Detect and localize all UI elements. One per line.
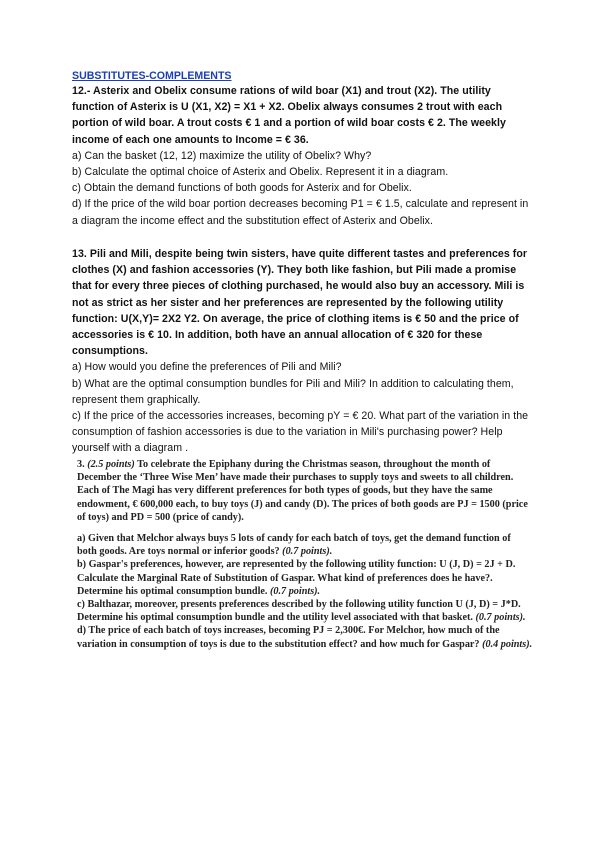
exercise-3-statement bbox=[77, 458, 533, 524]
exercise-13-question-c: c) If the price of the accessories increases, becoming pY = € 20. What part of the variation in the consumption of fashion accessories is due to the variation in Mili's purchasing power? Help yourself with a diagram . bbox=[72, 410, 529, 455]
exercise-3-question-a-text: a) Given that Melchor always buys 5 lots of candy for each batch of toys, get the demand function of both goods. Are toys normal or inferior goods? bbox=[77, 533, 511, 558]
exercise-3-question-b-text: b) Gaspar's preferences, however, are represented by the following utility function: U (J, D) = 2J + D. Calculate the Marginal Rate of Substitution of Gaspar. What kind of preferences does he have?. Determine his optimal consumption bundle. bbox=[77, 559, 516, 597]
exercise-3-question-a bbox=[77, 532, 533, 558]
exercise-3-number: 3. bbox=[77, 459, 85, 470]
exercise-12-question-d: d) If the price of the wild boar portion decreases becoming P1 = € 1.5, calculate and represent in a diagram the income effect and the substitution effect of Asterix and Obelix. bbox=[72, 198, 529, 227]
exercise-3-scanned bbox=[77, 458, 533, 651]
exercise-3-question-b bbox=[77, 558, 533, 598]
exercise-3-question-c bbox=[77, 598, 533, 624]
exercise-13 bbox=[72, 246, 534, 457]
exercise-3-question-c-text: c) Balthazar, moreover, presents preferences described by the following utility function U (J, D) = J*D. Determine his optimal consumption bundle and the utility level associated with that basket. bbox=[77, 599, 521, 624]
exercise-3-question-d-text: d) The price of each batch of toys increases, becoming PJ = 2,300€. For Melchor, how much of the variation in consumption of toys is due to the substitution effect? and how much for Gaspar? bbox=[77, 625, 500, 650]
exercise-3-question-c-points: (0.7 points). bbox=[475, 612, 526, 624]
exercise-12-question-c: c) Obtain the demand functions of both goods for Asterix and for Obelix. bbox=[72, 182, 412, 195]
exercise-12 bbox=[72, 83, 534, 229]
section-heading-link[interactable]: SUBSTITUTES-COMPLEMENTS bbox=[72, 70, 232, 82]
exercise-3-question-d-points: (0.4 points). bbox=[482, 638, 533, 650]
exercise-12-question-b: b) Calculate the optimal choice of Asterix and Obelix. Represent it in a diagram. bbox=[72, 166, 449, 179]
exercise-3-points: (2.5 points) bbox=[87, 459, 135, 470]
exercise-12-statement: 12.- Asterix and Obelix consume rations of wild boar (X1) and trout (X2). The utility function of Asterix is U (X1, X2) = X1 + X2. Obelix always consumes 2 trout with each portion of wild boar. A trout costs € 1 and a portion of wild boar costs € 2. The weekly income of each one amounts to Income = € 36. bbox=[72, 85, 506, 146]
exercise-3-question-d bbox=[77, 624, 533, 650]
exercise-3-stem: To celebrate the Epiphany during the Christmas season, throughout the month of December the ‘Three Wise Men’ have made their purchases to supply toys and sweets to all children. Each of The Magi has very different preferences for both types of goods, but they have the same endowment, € 600,000 each, to buy toys (J) and candy (D). The prices of both goods are PJ = 1500 (price of toys) and PD = 500 (price of candy). bbox=[77, 459, 528, 523]
exercise-13-question-b: b) What are the optimal consumption bundles for Pili and Mili? In addition to calculating them, represent them graphically. bbox=[72, 377, 514, 406]
exercise-3-question-a-points: (0.7 points). bbox=[282, 546, 333, 558]
exercise-12-question-a: a) Can the basket (12, 12) maximize the utility of Obelix? Why? bbox=[72, 149, 372, 162]
exercise-13-statement: 13. Pili and Mili, despite being twin sisters, have quite different tastes and preferences for clothes (X) and fashion accessories (Y). They both like fashion, but Pili made a promise that for every three pieces of clothing purchased, he would also buy an accessory. Mili is not as strict as her sister and her preferences are represented by the following utility function: U(X,Y)= 2X2 Y2. On average, the price of clothing items is € 50 and the price of accessories is € 10. In addition, both have an annual allocation of € 320 for these consumptions. bbox=[72, 248, 528, 358]
exercise-3-question-b-points: (0.7 points). bbox=[270, 585, 321, 597]
exercise-13-question-a: a) How would you define the preferences of Pili and Mili? bbox=[72, 361, 342, 374]
